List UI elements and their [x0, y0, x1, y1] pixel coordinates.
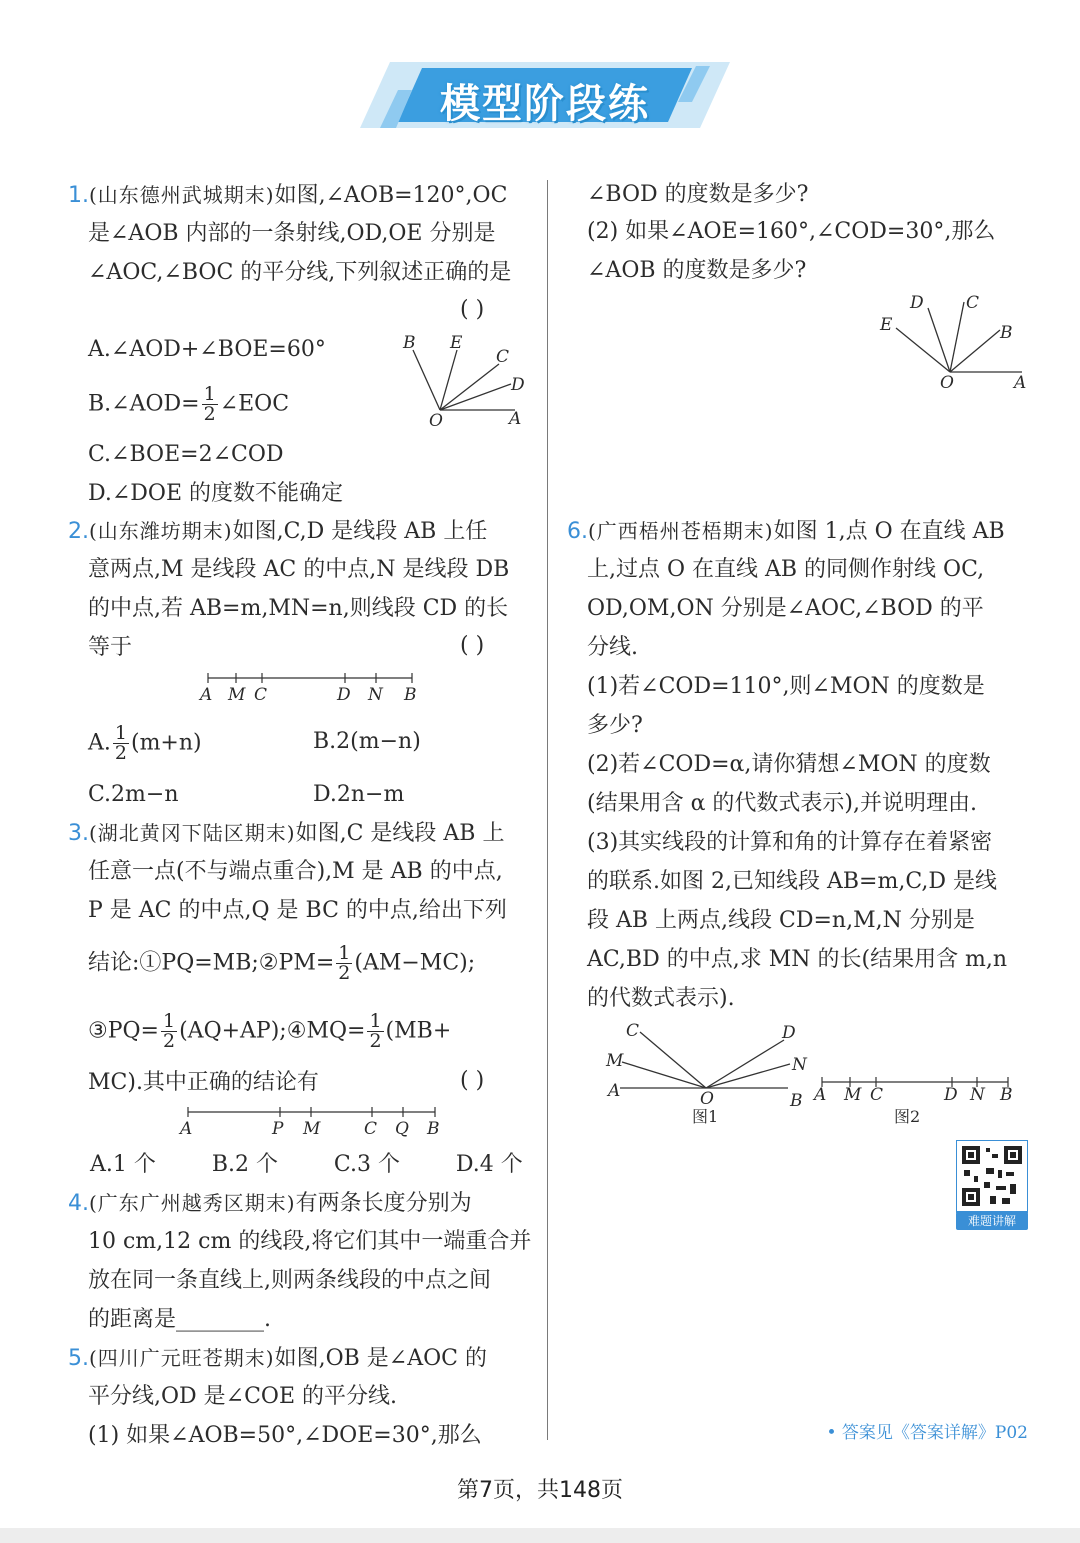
q2-segment-figure — [190, 668, 430, 704]
q3-segment-figure — [170, 1100, 450, 1140]
q6-number: 6. — [567, 519, 588, 544]
label-e: E — [880, 315, 893, 335]
label-b: B — [790, 1091, 803, 1111]
q6-line2: 上,过点 O 在直线 AB 的同侧作射线 OC, — [587, 557, 985, 582]
q2-line4: 等于 — [88, 635, 133, 660]
q6-line4: 分线. — [587, 635, 638, 660]
q3-options: A.1 个 B.2 个 C.3 个 D.4 个 — [90, 1152, 523, 1177]
q6-line3: OD,OM,ON 分别是∠AOC,∠BOD 的平 — [587, 596, 984, 621]
q5-line4: ∠BOD 的度数是多少? — [587, 182, 809, 207]
section-banner — [360, 62, 730, 130]
q1-line1 — [68, 180, 507, 211]
fraction-half: $\frac{1}{2}$ — [163, 1010, 176, 1052]
q4-source: (广东广州越秀区期末) — [89, 1191, 296, 1215]
label-d: D — [511, 375, 525, 395]
label-c: C — [496, 347, 510, 367]
q6-source: (广西梧州苍梧期末) — [588, 519, 774, 543]
label-a: A — [509, 409, 522, 429]
q2-source: (山东潍坊期末) — [89, 519, 233, 543]
fraction-half: $\frac{1}{2}$ — [338, 942, 351, 984]
q1-answer-paren: ( ) — [460, 297, 485, 322]
q2-line1: 2.(山东潍坊期末)如图,C,D 是线段 AB 上任 — [68, 519, 488, 544]
label-c: C — [364, 1119, 378, 1139]
q2-answer-paren: ( ) — [460, 633, 485, 658]
q6-line9: (3)其实线段的计算和角的计算存在着紧密 — [587, 830, 993, 855]
q6-figure-1 — [600, 1018, 810, 1130]
label-q: Q — [395, 1119, 409, 1139]
q5-line1: 5.(四川广元旺苍期末)如图,OB 是∠AOC 的 — [68, 1346, 487, 1371]
q5-source: (四川广元旺苍期末) — [89, 1346, 275, 1370]
label-c: C — [870, 1085, 884, 1105]
label-o: O — [940, 373, 954, 393]
label-n: N — [368, 685, 383, 704]
q2-option-d: D.2n−m — [313, 782, 405, 807]
label-b: B — [1000, 1085, 1013, 1105]
label-d: D — [782, 1023, 796, 1043]
q3-line1: 3.(湖北黄冈下陆区期末)如图,C 是线段 AB 上 — [68, 821, 505, 846]
label-b: B — [403, 333, 416, 353]
fraction-half: $\frac{1}{2}$ — [369, 1010, 382, 1052]
label-m: M — [303, 1119, 321, 1139]
column-divider — [547, 180, 548, 1440]
q4-number: 4. — [68, 1191, 89, 1216]
label-n: N — [970, 1085, 985, 1105]
q2-option-c: C.2m−n — [88, 782, 179, 807]
figure-2-caption: 图2 — [894, 1107, 921, 1126]
label-c: C — [626, 1021, 640, 1041]
q4-line2: 10 cm,12 cm 的线段,将它们其中一端重合并 — [88, 1229, 532, 1254]
page-bottom-edge — [0, 1528, 1080, 1543]
q2-line2: 意两点,M 是线段 AC 的中点,N 是线段 DB — [88, 557, 510, 582]
banner-title: 模型阶段练 — [440, 81, 650, 127]
q2-line3: 的中点,若 AB=m,MN=n,则线段 CD 的长 — [88, 596, 509, 621]
label-m: M — [228, 685, 246, 704]
label-o: O — [429, 411, 443, 431]
q6-line11: 段 AB 上两点,线段 CD=n,M,N 分别是 — [587, 908, 975, 933]
label-b: B — [404, 685, 417, 704]
q6-line6: 多少? — [587, 713, 643, 738]
figure-1-caption: 图1 — [692, 1107, 719, 1126]
q3-line2: 任意一点(不与端点重合),M 是 AB 的中点, — [88, 859, 503, 884]
answer-reference: • 答案见《答案详解》P02 — [826, 1423, 1028, 1443]
q3-number: 3. — [68, 821, 89, 846]
q6-line8: (结果用含 α 的代数式表示),并说明理由. — [587, 791, 977, 816]
label-m: M — [844, 1085, 862, 1105]
q4-line4: 的距离是________. — [88, 1307, 271, 1332]
q3-source: (湖北黄冈下陆区期末) — [89, 821, 296, 845]
q2-option-b: B.2(m−n) — [313, 729, 421, 754]
q3-answer-paren: ( ) — [460, 1068, 485, 1093]
label-c: C — [254, 685, 268, 704]
q6-figure-2 — [810, 1070, 1020, 1130]
label-n: N — [792, 1055, 807, 1075]
q1-line2: 是∠AOB 内部的一条射线,OD,OE 分别是 — [88, 221, 496, 246]
q1-option-d: D.∠DOE 的度数不能确定 — [88, 481, 344, 506]
fraction-half: $\frac{1}{2}$ — [203, 383, 216, 425]
label-b: B — [1000, 323, 1013, 343]
label-a: A — [200, 685, 213, 704]
q3-line4: 结论:①PQ=MB;②PM= $\frac{1}{2}$ (AM−MC); — [88, 942, 476, 984]
q3-line3: P 是 AC 的中点,Q 是 BC 的中点,给出下列 — [88, 898, 507, 923]
q1-source: (山东德州武城期末) — [89, 183, 275, 207]
label-d: D — [337, 685, 351, 704]
label-p: P — [272, 1119, 284, 1139]
q1-angle-figure — [395, 328, 535, 433]
qr-label: 难题讲解 — [956, 1212, 1028, 1230]
label-d: D — [910, 293, 924, 313]
q6-line5: (1)若∠COD=110°,则∠MON 的度数是 — [587, 674, 985, 699]
label-d: D — [944, 1085, 958, 1105]
q5-line2: 平分线,OD 是∠COE 的平分线. — [88, 1384, 398, 1409]
q1-number: 1. — [68, 183, 89, 208]
label-a: A — [1014, 373, 1027, 393]
q1-option-a: A.∠AOD+∠BOE=60° — [88, 337, 326, 362]
label-a: A — [180, 1119, 193, 1139]
q1-text: 如图,∠AOB=120°,OC — [274, 183, 508, 208]
q6-line1: 6.(广西梧州苍梧期末)如图 1,点 O 在直线 AB — [567, 519, 1005, 544]
label-a: A — [608, 1081, 621, 1101]
q1-option-b: B.∠AOD= $\frac{1}{2}$ ∠EOC — [88, 383, 290, 425]
label-c: C — [966, 293, 980, 313]
page-number: 第7页，共148页 — [457, 1478, 623, 1503]
q5-line3: (1) 如果∠AOB=50°,∠DOE=30°,那么 — [88, 1423, 482, 1448]
label-o: O — [700, 1089, 714, 1109]
q5-line5: (2) 如果∠AOE=160°,∠COD=30°,那么 — [587, 219, 996, 244]
q6-line10: 的联系.如图 2,已知线段 AB=m,C,D 是线 — [587, 869, 997, 894]
q5-angle-figure — [872, 288, 1032, 393]
label-a: A — [814, 1085, 827, 1105]
q5-line6: ∠AOB 的度数是多少? — [587, 258, 807, 283]
q2-number: 2. — [68, 519, 89, 544]
q3-line5: ③PQ= $\frac{1}{2}$ (AQ+AP);④MQ= $\frac{1}{2}$ (MB+ — [88, 1010, 452, 1052]
label-b: B — [427, 1119, 440, 1139]
q6-line13: 的代数式表示). — [587, 986, 735, 1011]
q1-option-c: C.∠BOE=2∠COD — [88, 442, 284, 467]
q4-line3: 放在同一条直线上,则两条线段的中点之间 — [88, 1268, 491, 1293]
q1-line3: ∠AOC,∠BOC 的平分线,下列叙述正确的是 — [88, 260, 512, 285]
fraction-half: $\frac{1}{2}$ — [114, 722, 127, 764]
label-m: M — [606, 1051, 624, 1071]
q4-line1: 4.(广东广州越秀区期末)有两条长度分别为 — [68, 1191, 472, 1216]
q5-number: 5. — [68, 1346, 89, 1371]
q6-line12: AC,BD 的中点,求 MN 的长(结果用含 m,n — [587, 947, 1008, 972]
q2-option-a: A. $\frac{1}{2}$ (m+n) — [88, 722, 202, 764]
label-e: E — [450, 333, 463, 353]
q3-line6: MC).其中正确的结论有 — [88, 1070, 319, 1095]
q6-line7: (2)若∠COD=α,请你猜想∠MON 的度数 — [587, 752, 991, 777]
